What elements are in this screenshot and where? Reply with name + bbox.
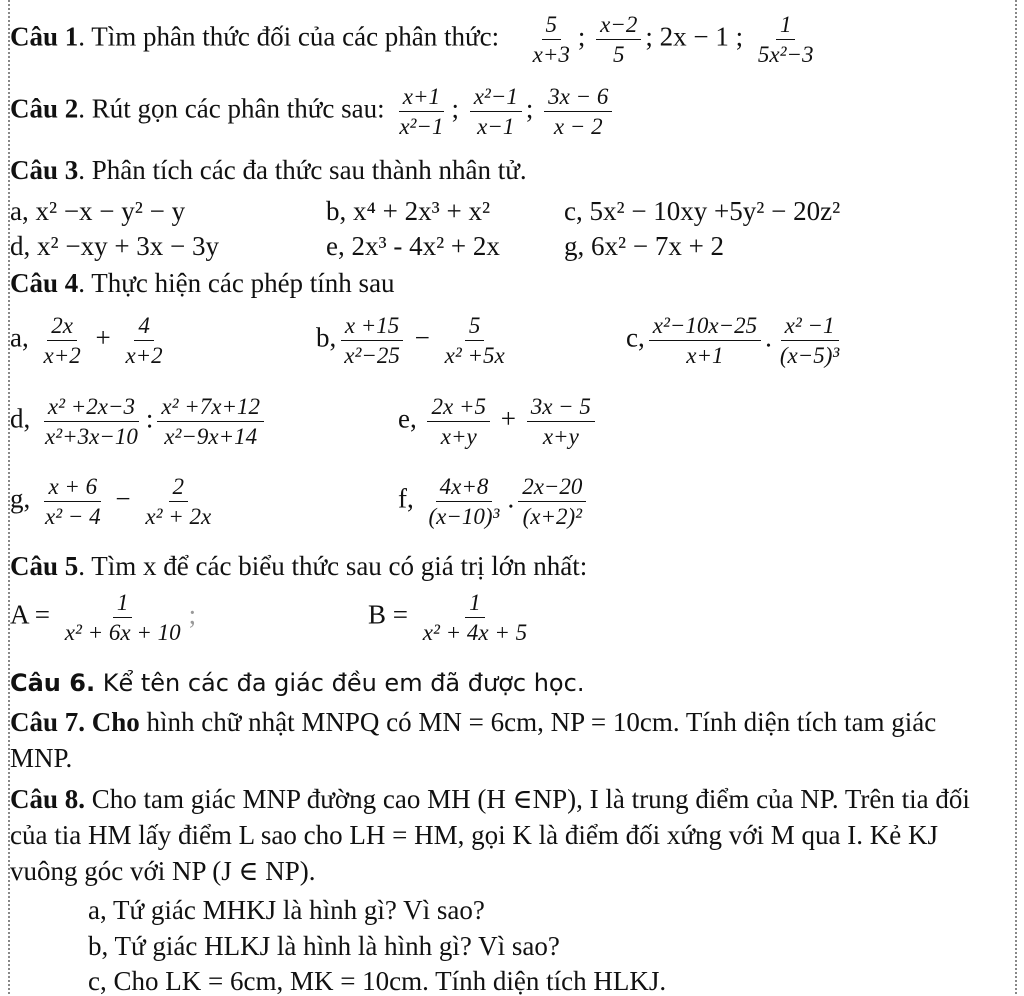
q3-item-e: e, 2x³ - 4x² + 2x [326, 231, 500, 261]
q3-item-c: c, 5x² − 10xy +5y² − 20z² [564, 196, 841, 226]
q1-fraction-1: $\frac{5}{x+3}$ [532, 12, 570, 67]
q3-item-g: g, 6x² − 7x + 2 [564, 231, 725, 261]
question-1-text: . Tìm phân thức đối của các phân thức: [78, 21, 500, 52]
question-8-line-3: vuông góc với NP (J ∈ NP). [10, 856, 316, 886]
question-1-label: Câu 1 [10, 21, 79, 52]
q5-expression-B: B = $\frac{1}{\text{x² + 4x + 5}}$ [368, 590, 528, 645]
question-6-label: Câu 6. [10, 669, 96, 697]
q4-item-g: g, $\frac{x + 6}{\text{x² − 4}}$ − $\frac{2}{\text{x² + 2x}}$ [10, 474, 212, 529]
q1-fraction-2: $\frac{x-2}{5}$ [596, 12, 641, 67]
question-5-label: Câu 5 [10, 551, 79, 581]
q4-item-f: f, $\frac{4x+8}{\text{(x−10)³}}$ . $\frac{2x-20}{\text{(x+2)²}}$ [398, 474, 590, 529]
question-7 [10, 707, 936, 737]
question-7-label: Câu 7. Cho [10, 707, 140, 737]
question-5 [10, 551, 587, 581]
question-5-text: . Tìm x để các biểu thức sau có giá trị lớn nhất: [78, 551, 588, 581]
q4-item-e: e, $\frac{2x +5}{x+y}$ + $\frac{3x - 5}{x+y}$ [398, 394, 599, 449]
question-3 [10, 155, 527, 185]
q8-item-b: b, Tứ giác HLKJ là hình là hình gì? Vì sao? [88, 931, 560, 961]
q2-fraction-1: $\frac{x+1}{\text{x²−1}}$ [399, 84, 444, 139]
question-8-line-2: của tia HM lấy điểm L sao cho LH = HM, gọi K là điểm đối xứng với M qua I. Kẻ KJ [10, 820, 938, 850]
question-4-text: . Thực hiện các phép tính sau [78, 268, 395, 298]
question-2-text: . Rút gọn các phân thức sau: [78, 93, 385, 124]
question-4-label: Câu 4 [10, 268, 79, 298]
q8-item-a: a, Tứ giác MHKJ là hình gì? Vì sao? [88, 895, 485, 925]
question-3-text: . Phân tích các đa thức sau thành nhân tử. [78, 155, 527, 185]
q2-fraction-2: $\frac{\text{x²−1}}{x-1}$ [470, 84, 522, 139]
q5-expression-A: A = $\frac{1}{\text{x² + 6x + 10}}$ ; [10, 590, 197, 645]
q1-middle-expr: ; 2x − 1 ; [645, 21, 744, 52]
q2-fraction-3: $\frac{3x - 6}{x - 2}$ [544, 84, 612, 139]
q8-item-c: c, Cho LK = 6cm, MK = 10cm. Tính diện tích HLKJ. [88, 966, 667, 996]
q4-item-c: c, $\frac{\text{x²−10x−25}}{x+1}$ . $\frac{\text{x² −1}}{\text{(x−5)³}}$ [626, 313, 840, 368]
q3-item-d: d, x² −xy + 3x − 3y [10, 231, 220, 261]
q1-fraction-3: $\frac{1}{\text{5x²−3}}$ [757, 12, 814, 67]
right-border-line [1015, 0, 1017, 994]
question-7-line-2: MNP. [10, 743, 73, 773]
question-2: Câu 2. Rút gọn các phân thức sau: $\frac{x+1}{\text{x²−1}}$ ; $\frac{\text{x²−1}}{x-1}$ ; $\frac{3x - 6}{x - 2}$ [10, 84, 616, 139]
question-8 [10, 784, 970, 814]
q3-item-a: a, x² −x − y² − y [10, 196, 186, 226]
question-1: Câu 1. Tìm phân thức đối của các phân thức: $\frac{5}{x+3}$ ; $\frac{x-2}{5}$ ; 2x − 1 ; $\frac{1}{\text{5x²−3}}$ [10, 12, 822, 67]
question-2-label: Câu 2 [10, 93, 79, 124]
question-3-label: Câu 3 [10, 155, 79, 185]
question-8-label: Câu 8. [10, 784, 86, 814]
q4-item-d: d, $\frac{\text{x² +2x−3}}{\text{x²+3x−10}}$ : $\frac{\text{x² +7x+12}}{\text{x²−9x+14}}$ [10, 394, 268, 449]
question-6-text: Kể tên các đa giác đều em đã được học. [95, 669, 585, 697]
question-8-text: Cho tam giác MNP đường cao MH (H ∈NP), I là trung điểm của NP. Trên tia đối [85, 784, 970, 814]
question-6 [10, 668, 584, 698]
q4-item-b: b, $\frac{x +15}{\text{x²−25}}$ − $\frac{5}{\text{x² +5x}}$ [316, 313, 505, 368]
question-4 [10, 268, 395, 298]
q3-item-b: b, x⁴ + 2x³ + x² [326, 196, 491, 226]
q4-item-a: a, $\frac{2x}{x+2}$ + $\frac{4}{x+2}$ [10, 313, 163, 368]
question-7-text: hình chữ nhật MNPQ có MN = 6cm, NP = 10cm. Tính diện tích tam giác [139, 707, 937, 737]
